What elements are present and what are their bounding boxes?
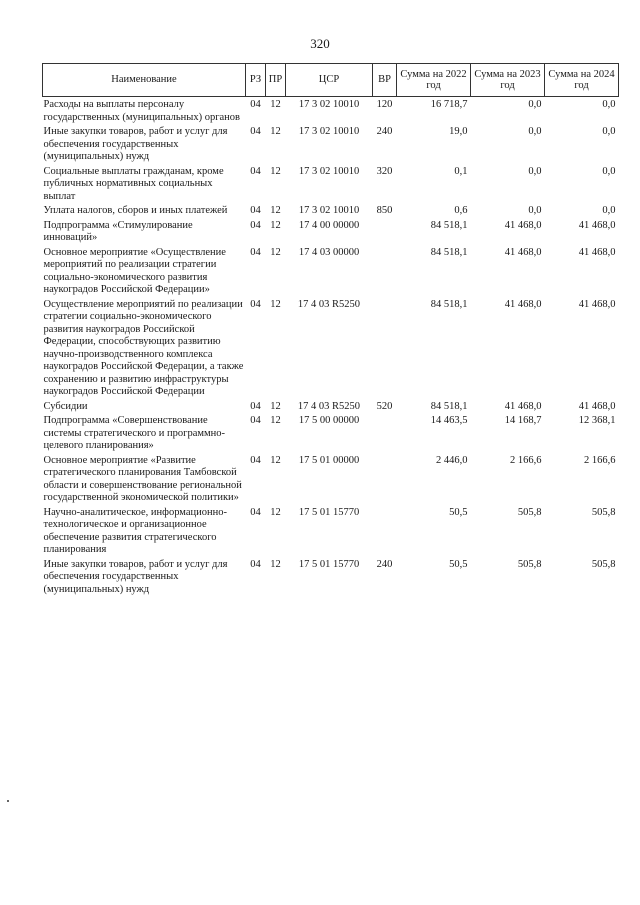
row-sum-2022-cell: 84 518,1 bbox=[430, 219, 468, 231]
row-csr-cell: 17 3 02 10010 bbox=[298, 205, 360, 216]
row-csr-cell: 17 5 01 15770 bbox=[298, 558, 360, 570]
header-sum-2023: Сумма на 2023 год bbox=[471, 64, 545, 97]
row-rz-cell: 04 bbox=[250, 506, 261, 518]
row-name-cell: Основное мероприятие «Развитие стратегического планирования Тамбовской области и совершенствование региональной государственной экономической политики» bbox=[43, 454, 242, 503]
row-sum-2023-cell: 0,0 bbox=[528, 165, 542, 177]
table-row bbox=[43, 220, 619, 247]
row-sum-2024-cell: 41 468,0 bbox=[578, 298, 616, 310]
row-sum-2024-cell: 505,8 bbox=[591, 506, 616, 518]
row-csr-cell: 17 4 03 00000 bbox=[298, 246, 360, 258]
table-row bbox=[43, 247, 619, 299]
row-name-cell: Иные закупки товаров, работ и услуг для обеспечения государственных (муниципальных) нужд bbox=[43, 558, 228, 595]
row-sum-2023-cell: 0,0 bbox=[528, 205, 542, 216]
row-vr-cell bbox=[373, 299, 397, 401]
header-rz: РЗ bbox=[246, 64, 266, 97]
row-pr-cell: 12 bbox=[270, 454, 281, 466]
row-vr-cell: 240 bbox=[376, 126, 393, 137]
row-pr-cell: 12 bbox=[270, 558, 281, 570]
table-row bbox=[43, 507, 619, 559]
row-sum-2024-cell: 41 468,0 bbox=[578, 246, 616, 258]
table-row bbox=[43, 559, 619, 599]
row-sum-2024-cell: 0,0 bbox=[602, 126, 616, 137]
scan-mark bbox=[7, 800, 9, 802]
row-csr-cell: 17 4 03 R5250 bbox=[297, 298, 361, 310]
row-csr-cell: 17 4 00 00000 bbox=[298, 219, 360, 231]
header-sum-2024: Сумма на 2024 год bbox=[545, 64, 619, 97]
row-rz-cell: 04 bbox=[250, 400, 261, 412]
row-sum-2022-cell: 84 518,1 bbox=[430, 298, 468, 310]
row-name-cell: Основное мероприятие «Осуществление мероприятий по реализации стратегии социально-экономического развития наукоградов Российской Федерации» bbox=[43, 246, 226, 295]
row-name-cell: Уплата налогов, сборов и иных платежей bbox=[43, 205, 228, 216]
table-row bbox=[43, 126, 619, 166]
row-rz-cell: 04 bbox=[250, 454, 261, 466]
row-rz-cell: 04 bbox=[250, 126, 261, 137]
table-row bbox=[43, 166, 619, 206]
row-csr-cell: 17 3 02 10010 bbox=[298, 165, 360, 177]
table-body bbox=[43, 97, 619, 599]
table-row bbox=[43, 401, 619, 416]
budget-table bbox=[42, 63, 619, 598]
row-sum-2024-cell: 41 468,0 bbox=[578, 219, 616, 231]
row-sum-2022-cell: 0,1 bbox=[454, 165, 468, 177]
row-sum-2024-cell: 12 368,1 bbox=[578, 415, 616, 426]
page-number: 320 bbox=[310, 36, 330, 51]
row-sum-2022-cell: 84 518,1 bbox=[430, 400, 468, 412]
row-rz-cell: 04 bbox=[250, 205, 261, 216]
row-sum-2024-cell: 0,0 bbox=[602, 165, 616, 177]
row-sum-2022-cell: 14 463,5 bbox=[430, 415, 468, 426]
row-pr-cell: 12 bbox=[270, 99, 281, 110]
row-csr-cell: 17 4 03 R5250 bbox=[297, 400, 361, 412]
row-name-cell: Научно-аналитическое, информационно-технологическое и организационное обеспечение развития стратегического планирования bbox=[43, 506, 228, 555]
row-pr-cell: 12 bbox=[270, 126, 281, 137]
row-sum-2022-cell: 50,5 bbox=[449, 506, 468, 518]
row-csr-cell: 17 5 01 00000 bbox=[298, 454, 360, 466]
row-sum-2023-cell: 14 168,7 bbox=[504, 415, 542, 426]
row-sum-2024-cell: 0,0 bbox=[602, 99, 616, 110]
row-sum-2024-cell: 2 166,6 bbox=[584, 454, 616, 466]
row-pr-cell: 12 bbox=[270, 400, 281, 412]
header-csr: ЦСР bbox=[286, 64, 373, 97]
row-name-cell: Расходы на выплаты персоналу государственных (муниципальных) органов bbox=[43, 99, 241, 123]
row-vr-cell bbox=[373, 247, 397, 299]
table-header bbox=[43, 64, 619, 97]
row-rz-cell: 04 bbox=[250, 165, 261, 177]
row-csr-cell: 17 5 00 00000 bbox=[298, 415, 360, 426]
row-sum-2023-cell: 41 468,0 bbox=[504, 298, 542, 310]
row-rz-cell: 04 bbox=[250, 558, 261, 570]
row-name-cell: Подпрограмма «Совершенствование системы стратегического и программно-целевого планирования» bbox=[43, 415, 226, 451]
row-vr-cell: 520 bbox=[376, 400, 393, 412]
table-row bbox=[43, 205, 619, 220]
row-sum-2023-cell: 41 468,0 bbox=[504, 246, 542, 258]
row-sum-2024-cell: 505,8 bbox=[591, 558, 616, 570]
table-row bbox=[43, 455, 619, 507]
row-pr-cell: 12 bbox=[270, 415, 281, 426]
row-vr-cell bbox=[373, 455, 397, 507]
row-sum-2023-cell: 41 468,0 bbox=[504, 219, 542, 231]
header-vr: ВР bbox=[373, 64, 397, 97]
table-row bbox=[43, 415, 619, 455]
row-sum-2022-cell: 19,0 bbox=[449, 126, 468, 137]
row-sum-2022-cell: 84 518,1 bbox=[430, 246, 468, 258]
row-sum-2024-cell: 0,0 bbox=[602, 205, 616, 216]
row-csr-cell: 17 5 01 15770 bbox=[298, 506, 360, 518]
row-vr-cell bbox=[373, 220, 397, 247]
row-sum-2022-cell: 2 446,0 bbox=[436, 454, 468, 466]
row-pr-cell: 12 bbox=[270, 165, 281, 177]
row-rz-cell: 04 bbox=[250, 219, 261, 231]
row-pr-cell: 12 bbox=[270, 506, 281, 518]
row-vr-cell: 120 bbox=[376, 99, 393, 110]
table-row bbox=[43, 97, 619, 127]
row-pr-cell: 12 bbox=[270, 219, 281, 231]
row-sum-2023-cell: 505,8 bbox=[517, 558, 542, 570]
row-rz-cell: 04 bbox=[250, 298, 261, 310]
row-name-cell: Осуществление мероприятий по реализации стратегии социально-экономического развития наукоградов Российской Федерации, способствующих развитию научно-производственного комплекса наукоградов Российской Федерации, а также сохранению и развитию инфраструктуры наукоградов Российской Федерации bbox=[43, 298, 244, 397]
row-csr-cell: 17 3 02 10010 bbox=[298, 99, 360, 110]
header-pr: ПР bbox=[266, 64, 286, 97]
row-rz-cell: 04 bbox=[250, 246, 261, 258]
row-vr-cell: 850 bbox=[376, 205, 393, 216]
row-sum-2022-cell: 50,5 bbox=[449, 558, 468, 570]
row-vr-cell bbox=[373, 415, 397, 455]
row-sum-2023-cell: 0,0 bbox=[528, 99, 542, 110]
row-name-cell: Иные закупки товаров, работ и услуг для обеспечения государственных (муниципальных) нужд bbox=[43, 126, 228, 162]
row-sum-2023-cell: 505,8 bbox=[517, 506, 542, 518]
row-csr-cell: 17 3 02 10010 bbox=[298, 126, 360, 137]
row-pr-cell: 12 bbox=[270, 246, 281, 258]
row-sum-2022-cell: 16 718,7 bbox=[430, 99, 468, 110]
row-sum-2023-cell: 2 166,6 bbox=[510, 454, 542, 466]
row-sum-2023-cell: 41 468,0 bbox=[504, 400, 542, 412]
header-name: Наименование bbox=[43, 64, 246, 97]
row-rz-cell: 04 bbox=[250, 415, 261, 426]
row-vr-cell bbox=[373, 507, 397, 559]
table-row bbox=[43, 299, 619, 401]
row-rz-cell: 04 bbox=[250, 99, 261, 110]
header-sum-2022: Сумма на 2022 год bbox=[397, 64, 471, 97]
row-name-cell: Субсидии bbox=[43, 400, 88, 412]
row-vr-cell: 320 bbox=[376, 165, 393, 177]
row-pr-cell: 12 bbox=[270, 298, 281, 310]
row-name-cell: Подпрограмма «Стимулирование инноваций» bbox=[43, 219, 193, 243]
row-sum-2023-cell: 0,0 bbox=[528, 126, 542, 137]
row-sum-2022-cell: 0,6 bbox=[454, 205, 468, 216]
row-vr-cell: 240 bbox=[376, 558, 393, 570]
row-name-cell: Социальные выплаты гражданам, кроме публичных нормативных социальных выплат bbox=[43, 165, 224, 202]
row-pr-cell: 12 bbox=[270, 205, 281, 216]
row-sum-2024-cell: 41 468,0 bbox=[578, 400, 616, 412]
